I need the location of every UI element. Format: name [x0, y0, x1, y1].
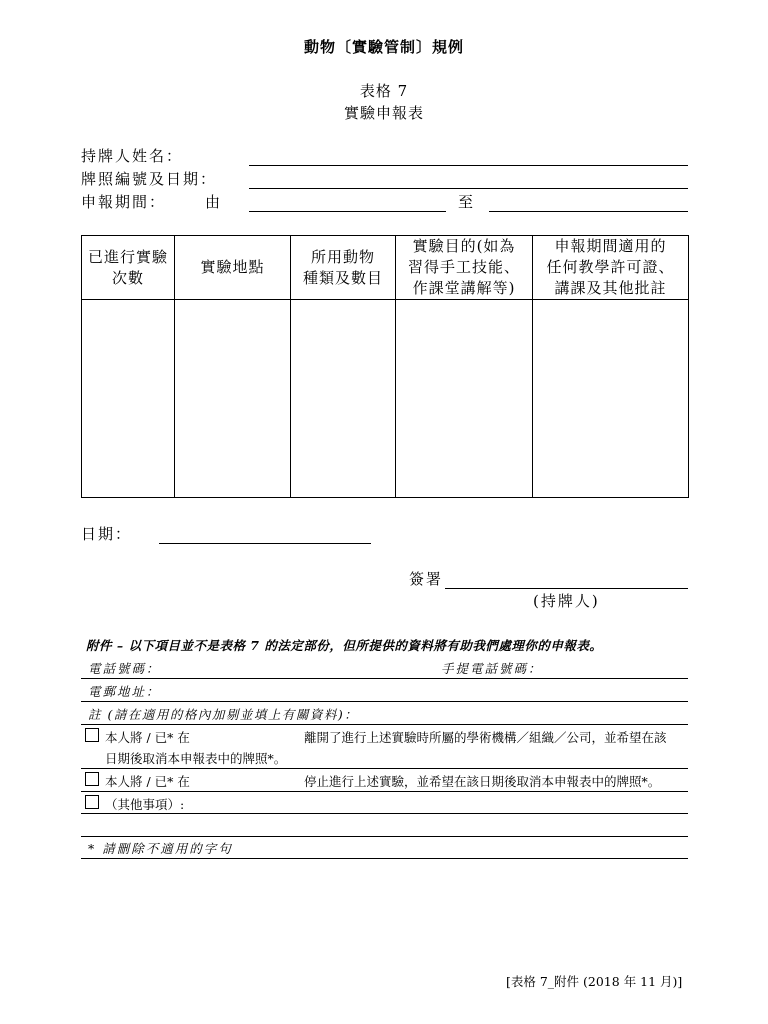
table-header-row [82, 236, 689, 300]
col-header-purpose: 實驗目的(如為 習得手工技能、 作課堂講解等) [396, 236, 533, 300]
footnote: * 請刪除不適用的字句 [88, 841, 233, 856]
holder-name-line[interactable] [249, 165, 688, 166]
phone-row-line [81, 678, 688, 679]
signature-label: 簽署 [409, 570, 444, 588]
cell-purpose[interactable] [396, 300, 533, 498]
holder-caption: (持牌人) [533, 592, 600, 610]
cell-location[interactable] [175, 300, 291, 498]
date-label: 日期： [81, 525, 133, 543]
holder-name-label: 持牌人姓名： [81, 147, 184, 165]
note-label: 註 (請在適用的格內加剔並填上有關資料)： [88, 707, 359, 722]
cell-permits[interactable] [533, 300, 689, 498]
option2-text-a: 本人將 / 已* 在 [105, 774, 190, 789]
col-header-permits: 申報期間適用的 任何教學許可證、 講課及其他批註 [533, 236, 689, 300]
table-row [82, 300, 689, 498]
option2-row-line [81, 791, 688, 792]
option2-checkbox[interactable] [85, 772, 99, 786]
option3-row-line [81, 813, 688, 814]
option1-text-c: 日期後取消本申報表中的牌照*。 [105, 751, 287, 766]
date-line[interactable] [159, 543, 371, 544]
footer-reference: [表格 7_附件 (2018 年 11 月)] [506, 974, 683, 989]
email-label: 電郵地址： [88, 684, 161, 699]
blank-row-line [81, 836, 688, 837]
option3-checkbox[interactable] [85, 795, 99, 809]
email-row-line [81, 701, 688, 702]
cell-animals[interactable] [291, 300, 396, 498]
period-from-line[interactable] [249, 211, 446, 212]
option1-checkbox[interactable] [85, 728, 99, 742]
footnote-row-line [81, 858, 688, 859]
note-row-line [81, 724, 688, 725]
period-to-label: 至 [458, 193, 476, 211]
cell-count[interactable] [82, 300, 175, 498]
licence-line[interactable] [249, 188, 688, 189]
option1-row-line [81, 768, 688, 769]
col-header-count: 已進行實驗 次數 [82, 236, 175, 300]
mobile-label: 手提電話號碼： [441, 661, 543, 676]
option1-text-a: 本人將 / 已* 在 [105, 730, 190, 745]
document-title: 動物〔實驗管制〕規例 [303, 38, 464, 56]
form-subtitle: 實驗申報表 [343, 104, 424, 122]
option2-text-b: 停止進行上述實驗，並希望在該日期後取消本申報表中的牌照*。 [304, 774, 661, 789]
col-header-animals: 所用動物 種類及數目 [291, 236, 396, 300]
period-label: 申報期間： [81, 193, 167, 211]
option1-text-b: 離開了進行上述實驗時所屬的學術機構／組織／公司，並希望在該 [304, 730, 667, 745]
period-to-line[interactable] [489, 211, 688, 212]
experiment-table [81, 235, 689, 498]
col-header-location: 實驗地點 [175, 236, 291, 300]
option3-text: （其他事項）: [105, 797, 185, 812]
form-number: 表格 7 [359, 82, 409, 100]
phone-label: 電話號碼： [88, 661, 161, 676]
period-from-label: 由 [205, 193, 223, 211]
signature-line[interactable] [445, 588, 688, 589]
annex-heading: 附件 – 以下項目並不是表格 7 的法定部份，但所提供的資料將有助我們處理你的申報表。 [86, 638, 603, 653]
licence-label: 牌照編號及日期： [81, 170, 218, 188]
